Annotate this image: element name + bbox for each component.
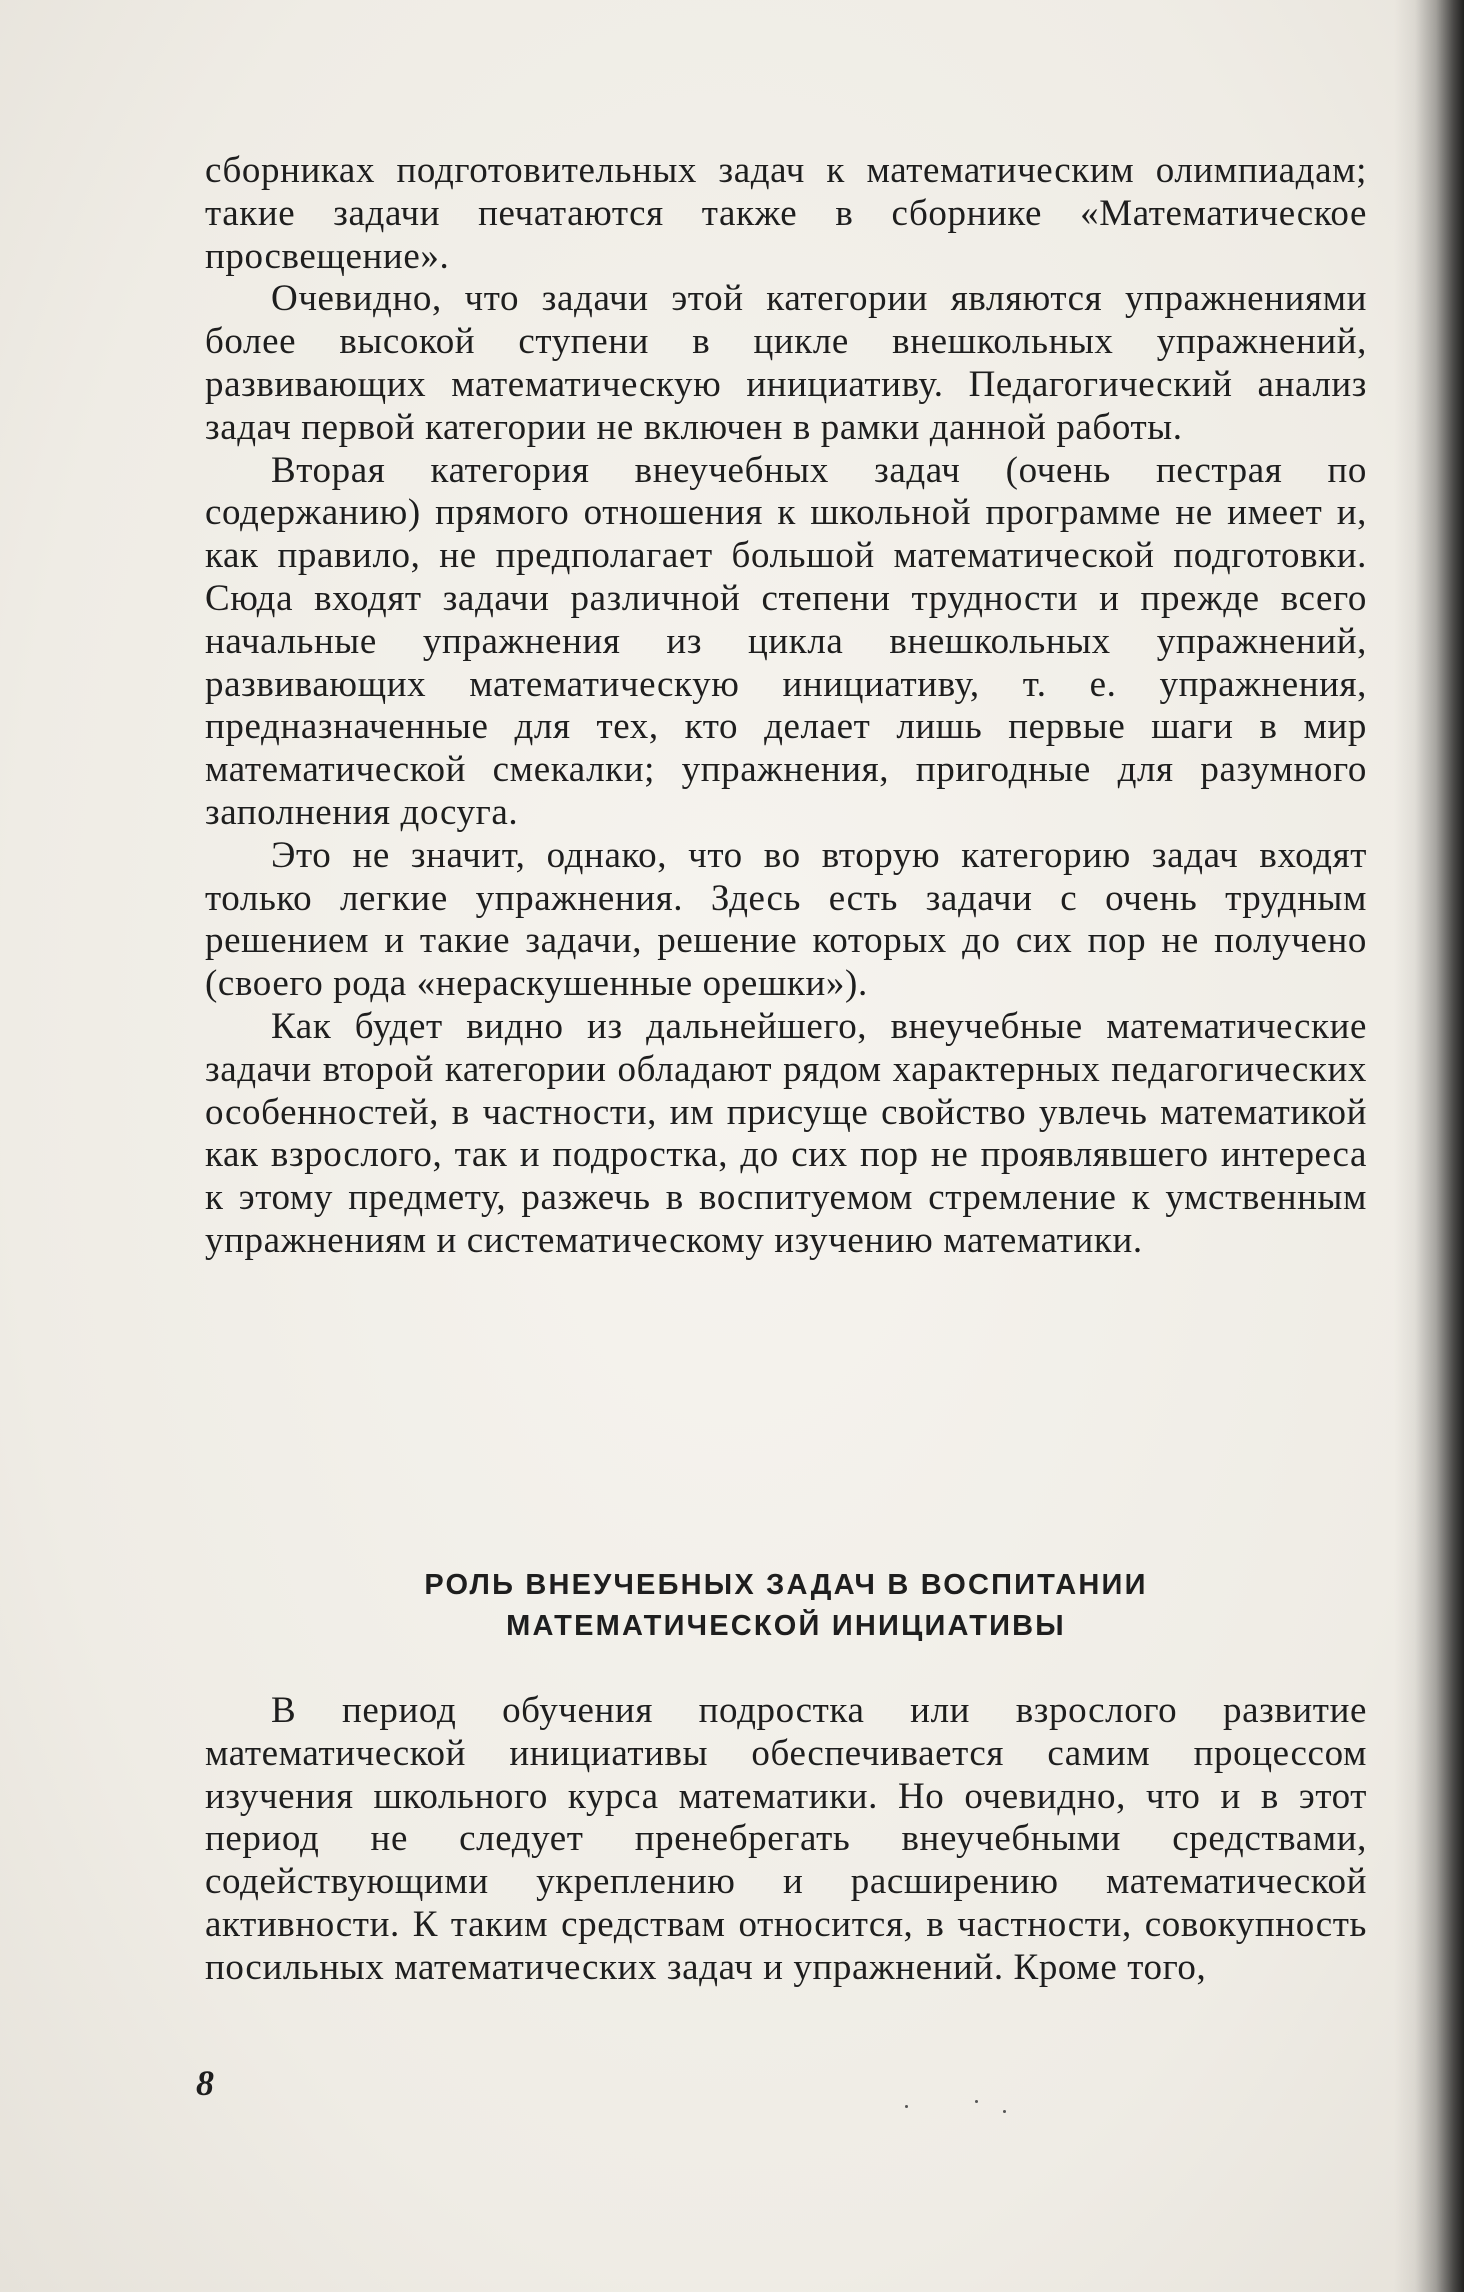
paragraph-features: Как будет видно из дальнейшего, внеучебные математические задачи второй категории обладают рядом характерных педагогических особенностей, в частности, им присуще свойство увлечь математикой как взрослого, так и подростка, до сих пор не проявлявшего интереса к этому предмету, разжечь в воспитуемом стремление к умственным упражнениям и систематическому изучению математики. (205, 1005, 1367, 1261)
text-block-bottom (205, 1690, 1367, 1990)
paragraph-continuation: сборниках подготовительных задач к математическим олимпиадам; такие задачи печатаются также в сборнике «Математическое просвещение». (205, 150, 1367, 277)
section-heading-line1: РОЛЬ ВНЕУЧЕБНЫХ ЗАДАЧ В ВОСПИТАНИИ (424, 1569, 1148, 1601)
paragraph-role: В период обучения подростка или взрослого развитие математической инициативы обеспечивается самим процессом изучения школьного курса математики. Но очевидно, что и в этот период не следует пренебрегать внеучебными средствами, содействующими укреплению и расширению математической активности. К таким средствам относится, в частности, совокупность посильных математических задач и упражнений. Кроме того, (205, 1690, 1367, 1988)
paragraph-first-category: Очевидно, что задачи этой категории являются упражнениями более высокой ступени в цикле внешкольных упражнений, развивающих математическую инициативу. Педагогический анализ задач первой категории не включен в рамки данной работы. (205, 278, 1367, 448)
text-block-top (205, 150, 1367, 1263)
section-heading (205, 1565, 1367, 1647)
print-speck (1003, 2110, 1006, 2113)
paragraph-difficulty: Это не значит, однако, что во вторую категорию задач входят только легкие упражнения. Здесь есть задачи с очень трудным решением и такие задачи, решение которых до сих пор не получено (своего рода «нераскушенные орешки»). (205, 834, 1367, 1005)
paragraph-second-category: Вторая категория внеучебных задач (очень пестрая по содержанию) прямого отношения к школьной программе не имеет и, как правило, не предполагает большой математической подготовки. Сюда входят задачи различной степени трудности и прежде всего начальные упражнения из цикла внешкольных упражнений, развивающих математическую инициативу, т. е. упражнения, предназначенные для тех, кто делает лишь первые шаги в мир математической смекалки; упражнения, пригодные для разумного заполнения досуга. (205, 449, 1367, 833)
print-speck (905, 2105, 908, 2108)
print-speck (975, 2100, 978, 2103)
section-heading-line2: МАТЕМАТИЧЕСКОЙ ИНИЦИАТИВЫ (506, 1610, 1066, 1642)
book-spine-shadow (1394, 0, 1464, 2292)
page-number: 8 (196, 2063, 214, 2103)
